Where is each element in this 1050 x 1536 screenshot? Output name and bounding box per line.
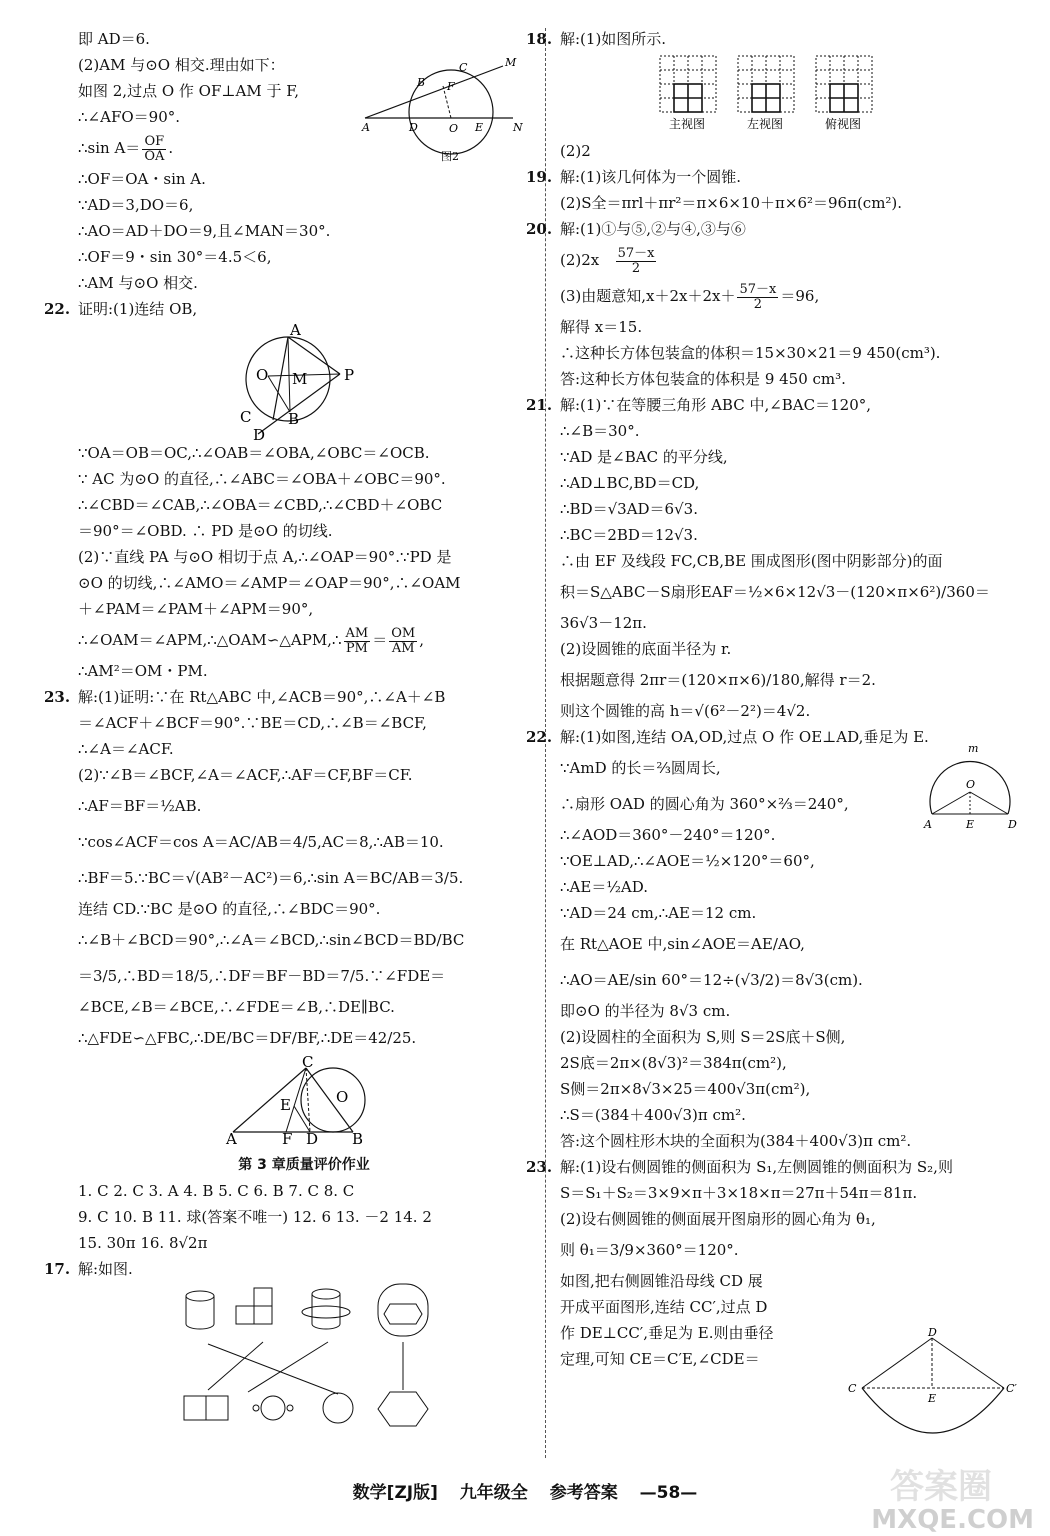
watermark-url: MXQE.COM — [871, 1505, 1034, 1535]
text-line: ∵AD＝24 cm,∴AE＝12 cm. — [560, 904, 757, 922]
figure-17 — [78, 1284, 530, 1434]
text-line: 连结 CD.∵BC 是⊙O 的直径,∴∠BDC＝90°. — [78, 900, 381, 918]
text-line: ∴∠A＝∠ACF. — [78, 740, 174, 758]
text-line: ∵cos∠ACF＝cos A＝AC/AB＝4/5,AC＝8,∴AB＝10. — [78, 833, 444, 851]
svg-text:F: F — [282, 1130, 293, 1148]
text-line: ∴sin A＝ $\frac{OF}{OA}$ . — [78, 133, 174, 164]
text-line: 在 Rt△AOE 中,sin∠AOE＝AE/AO, — [560, 935, 805, 953]
right-column — [526, 28, 1025, 1405]
figure-22-right — [922, 744, 1022, 836]
text-line: ∵AD＝3,DO＝6, — [78, 196, 194, 214]
text-line: ∴AE＝½AD. — [560, 878, 648, 896]
svg-text:E: E — [966, 818, 975, 831]
text-line: 根据题意得 2πr＝(120×π×6)/180,解得 r＝2. — [560, 671, 876, 689]
text-line: 答:这个圆柱形木块的全面积为(384＋400√3)π cm². — [560, 1132, 912, 1150]
text-line: ⊙O 的切线,∴∠AMO＝∠AMP＝∠OAP＝90°,∴∠OAM — [78, 574, 461, 592]
figure-18-views — [560, 54, 1025, 140]
fraction: $\frac{OF}{OA}$ — [144, 133, 165, 164]
problem-18-head: 18. 解:(1)如图所示. — [526, 30, 667, 48]
text-line: ∴∠CBD＝∠CAB,∴∠OBA＝∠CBD,∴∠CBD＋∠OBC — [78, 496, 443, 514]
svg-text:O: O — [966, 778, 976, 791]
text-line: (3)由题意知,x＋2x＋2x＋ $\frac{57-x}{2}$ ＝96, — [560, 281, 820, 312]
text-line: 如图 2,过点 O 作 OF⊥AM 于 F, — [78, 82, 300, 100]
text-line: 2S底＝2π×(8√3)²＝384π(cm²), — [560, 1054, 787, 1072]
footer-grade: 九年级全 — [459, 1483, 528, 1503]
text-line: 则这个圆锥的高 h＝√(6²－2²)＝4√2. — [560, 702, 811, 720]
text-line: (2)设右侧圆锥的侧面展开图扇形的圆心角为 θ₁, — [560, 1210, 876, 1228]
svg-text:C: C — [459, 61, 468, 74]
text-line: ∴AF＝BF＝½AB. — [78, 797, 202, 815]
text-line: 即⊙O 的半径为 8√3 cm. — [560, 1002, 731, 1020]
svg-text:左视图: 左视图 — [747, 117, 784, 131]
text-line: (2)AM 与⊙O 相交.理由如下： — [78, 56, 285, 74]
svg-text:主视图: 主视图 — [669, 117, 706, 131]
answer-line: 1. C 2. C 3. A 4. B 5. C 6. B 7. C 8. C — [78, 1182, 355, 1200]
text-line: ＋∠PAM＝∠PAM＋∠APM＝90°, — [78, 600, 314, 618]
svg-text:A: A — [924, 818, 932, 831]
svg-text:F: F — [447, 80, 455, 93]
page-number: —58— — [639, 1483, 698, 1503]
text-line: ∴S＝(384＋400√3)π cm². — [560, 1106, 746, 1124]
text-line: 定理,可知 CE＝C′E,∠CDE＝ — [560, 1350, 760, 1368]
problem-22-head: 22. 解:(1)如图,连结 OA,OD,过点 O 作 OE⊥AD,垂足为 E. — [526, 728, 929, 746]
figure-2-drawing — [363, 56, 533, 166]
svg-text:图2: 图2 — [441, 150, 459, 163]
figure-23-right — [842, 1328, 1022, 1440]
answer-line: 15. 30π 16. 8√2π — [78, 1234, 208, 1252]
left-column — [44, 28, 530, 1434]
svg-text:A: A — [290, 321, 301, 339]
text-line: ∵OE⊥AD,∴∠AOE＝½×120°＝60°, — [560, 852, 815, 870]
text-line: ∴AO＝AE/sin 60°＝12÷(√3/2)＝8√3(cm). — [560, 971, 863, 989]
text-line: 如图,把右侧圆锥沿母线 CD 展 — [560, 1272, 763, 1290]
text-line: 作 DE⊥CC′,垂足为 E.则由垂径 — [560, 1324, 774, 1342]
text-line: (2)设圆锥的底面半径为 r. — [560, 640, 732, 658]
problem-22-head: 22. 证明:(1)连结 OB, — [44, 300, 198, 318]
text-line: ∴AD⊥BC,BD＝CD, — [560, 474, 700, 492]
figure-22-drawing — [228, 321, 428, 444]
watermark-logo: 答案圈 — [890, 1467, 992, 1507]
text-line: (2)∵直线 PA 与⊙O 相切于点 A,∴∠OAP＝90°.∵PD 是 — [78, 548, 452, 566]
text-line: ∴∠AOD＝360°－240°＝120°. — [560, 826, 776, 844]
figure-23-right-drawing — [842, 1328, 1022, 1440]
svg-text:P: P — [344, 366, 355, 384]
fraction: $\frac{57-x}{2}$ — [739, 281, 777, 312]
text-line: ∴由 EF 及线段 FC,CB,BE 围成图形(图中阴影部分)的面 — [560, 552, 943, 570]
fraction: $\frac{AM}{PM}$ — [345, 625, 369, 656]
figure-22 — [78, 321, 530, 444]
figure-23-drawing — [218, 1053, 418, 1148]
text-line: S侧＝2π×8√3×25＝400√3π(cm²), — [560, 1080, 811, 1098]
svg-text:A: A — [362, 121, 370, 134]
text-line: ∠BCE,∠B＝∠BCE,∴∠FDE＝∠B,∴DE∥BC. — [78, 998, 395, 1016]
text-line: ∴扇形 OAD 的圆心角为 360°×⅔＝240°, — [560, 795, 849, 813]
svg-text:O: O — [449, 122, 459, 135]
text-line: 即 AD＝6. — [78, 30, 150, 48]
text-line: ∵AmD 的长＝⅔圆周长, — [560, 759, 721, 777]
svg-text:B: B — [417, 76, 426, 89]
text-line: ∴BF＝5.∵BC＝√(AB²－AC²)＝6,∴sin A＝BC/AB＝3/5. — [78, 869, 464, 887]
text-line: (2)设圆柱的全面积为 S,则 S＝2S底＋S侧, — [560, 1028, 846, 1046]
text-line: ∴AM 与⊙O 相交. — [78, 274, 198, 292]
text-line: (2)2 — [560, 142, 591, 160]
text-line: ∴BD＝√3AD＝6√3. — [560, 500, 698, 518]
svg-text:E: E — [928, 1392, 937, 1405]
text-line: 答:这种长方体包装盒的体积是 9 450 cm³. — [560, 370, 846, 388]
svg-text:N: N — [513, 121, 523, 134]
svg-text:A: A — [226, 1130, 237, 1148]
svg-text:E: E — [280, 1096, 291, 1114]
text-line: ∴AO＝AD＋DO＝9,且∠MAN＝30°. — [78, 222, 331, 240]
text-line: ∴∠B＝30°. — [560, 422, 640, 440]
text-line: ∴BC＝2BD＝12√3. — [560, 526, 698, 544]
problem-19-head: 19. 解:(1)该几何体为一个圆锥. — [526, 168, 742, 186]
text-line: S＝S₁＋S₂＝3×9×π＋3×18×π＝27π＋54π＝81π. — [560, 1184, 918, 1202]
text-line: ∴∠B＋∠BCD＝90°,∴∠A＝∠BCD,∴sin∠BCD＝BD/BC — [78, 931, 465, 949]
figure-2 — [363, 56, 533, 166]
text-line: 积＝S△ABC－S扇形EAF＝½×6×12√3－(120×π×6²)/360＝ — [560, 583, 990, 601]
svg-text:D: D — [306, 1130, 319, 1148]
text-line: ∴OF＝OA・sin A. — [78, 170, 206, 188]
text-line: (2)∵∠B＝∠BCF,∠A＝∠ACF,∴AF＝CF,BF＝CF. — [78, 766, 413, 784]
footer-subject: 数学[ZJ版] — [352, 1483, 438, 1503]
answer-line: 9. C 10. B 11. 球(答案不唯一) 12. 6 13. －2 14. 2 — [78, 1208, 432, 1226]
svg-text:B: B — [288, 410, 300, 428]
fraction: $\frac{OM}{AM}$ — [391, 625, 416, 656]
figure-22-right-drawing — [922, 744, 1022, 836]
footer-label: 参考答案 — [549, 1483, 618, 1503]
section-title: 第 3 章质量评价作业 — [238, 1157, 370, 1173]
text-line: 36√3－12π. — [560, 614, 647, 632]
text-line: ∴AM²＝OM・PM. — [78, 662, 208, 680]
svg-text:C: C — [302, 1053, 314, 1071]
text-line: ∴这种长方体包装盒的体积＝15×30×21＝9 450(cm³). — [560, 344, 941, 362]
text-line: ∵AD 是∠BAC 的平分线, — [560, 448, 728, 466]
problem-23-head: 23. 解:(1)证明:∵在 Rt△ABC 中,∠ACB＝90°,∴∠A＋∠B — [44, 688, 446, 706]
watermark — [870, 1455, 1040, 1535]
fraction: $\frac{57-x}{2}$ — [617, 245, 655, 276]
svg-text:俯视图: 俯视图 — [825, 117, 862, 131]
problem-20-head: 20. 解:(1)①与⑤,②与④,③与⑥ — [526, 220, 746, 238]
svg-text:D: D — [253, 426, 266, 444]
text-line: ＝90°＝∠OBD. ∴ PD 是⊙O 的切线. — [78, 522, 333, 540]
text-line: ＝3/5,∴BD＝18/5,∴DF＝BF－BD＝7/5.∵∠FDE＝ — [78, 967, 446, 985]
text-line: ∴∠AFO＝90°. — [78, 108, 181, 126]
svg-text:M: M — [292, 370, 308, 388]
svg-text:D: D — [1008, 818, 1017, 831]
text-line: ∴∠OAM＝∠APM,∴△OAM∽△APM,∴ $\frac{AM}{PM}$ ＝ $\frac{OM}{AM}$ , — [78, 625, 424, 656]
svg-text:C: C — [848, 1382, 857, 1395]
text-line: 开成平面图形,连结 CC′,过点 D — [560, 1298, 768, 1316]
svg-text:D: D — [928, 1326, 937, 1339]
text-line: (2)2x $\frac{57-x}{2}$ — [560, 245, 655, 276]
text-line: ∴OF＝9・sin 30°＝4.5＜6, — [78, 248, 272, 266]
text-line: ＝∠ACF＋∠BCF＝90°.∵BE＝CD,∴∠B＝∠BCF, — [78, 714, 427, 732]
problem-17-head: 17. 解:如图. — [44, 1260, 133, 1278]
svg-text:m: m — [968, 742, 979, 755]
text-line: ∴△FDE∽△FBC,∴DE/BC＝DF/BF,∴DE＝42/25. — [78, 1029, 417, 1047]
svg-text:B: B — [352, 1130, 364, 1148]
text-line: 则 θ₁＝3/9×360°＝120°. — [560, 1241, 739, 1259]
three-views-drawing — [655, 54, 935, 140]
figure-23 — [78, 1053, 530, 1148]
svg-text:D: D — [409, 121, 418, 134]
text-line: ∵ AC 为⊙O 的直径,∴∠ABC＝∠OBA＋∠OBC＝90°. — [78, 470, 446, 488]
text-line: 解得 x＝15. — [560, 318, 643, 336]
problem-23-head: 23. 解:(1)设右侧圆锥的侧面积为 S₁,左侧圆锥的侧面积为 S₂,则 — [526, 1158, 953, 1176]
figure-17-drawing — [178, 1284, 478, 1434]
svg-text:E: E — [475, 121, 484, 134]
text-line: ∵OA＝OB＝OC,∴∠OAB＝∠OBA,∠OBC＝∠OCB. — [78, 444, 430, 462]
svg-text:C′: C′ — [1006, 1382, 1017, 1395]
svg-text:O: O — [336, 1088, 349, 1106]
svg-text:C: C — [240, 408, 252, 426]
svg-text:O: O — [256, 366, 269, 384]
problem-21-head: 21. 解:(1)∵在等腰三角形 ABC 中,∠BAC＝120°, — [526, 396, 872, 414]
svg-text:M: M — [505, 56, 517, 69]
text-line: (2)S全＝πrl＋πr²＝π×6×10＋π×6²＝96π(cm²). — [560, 194, 903, 212]
